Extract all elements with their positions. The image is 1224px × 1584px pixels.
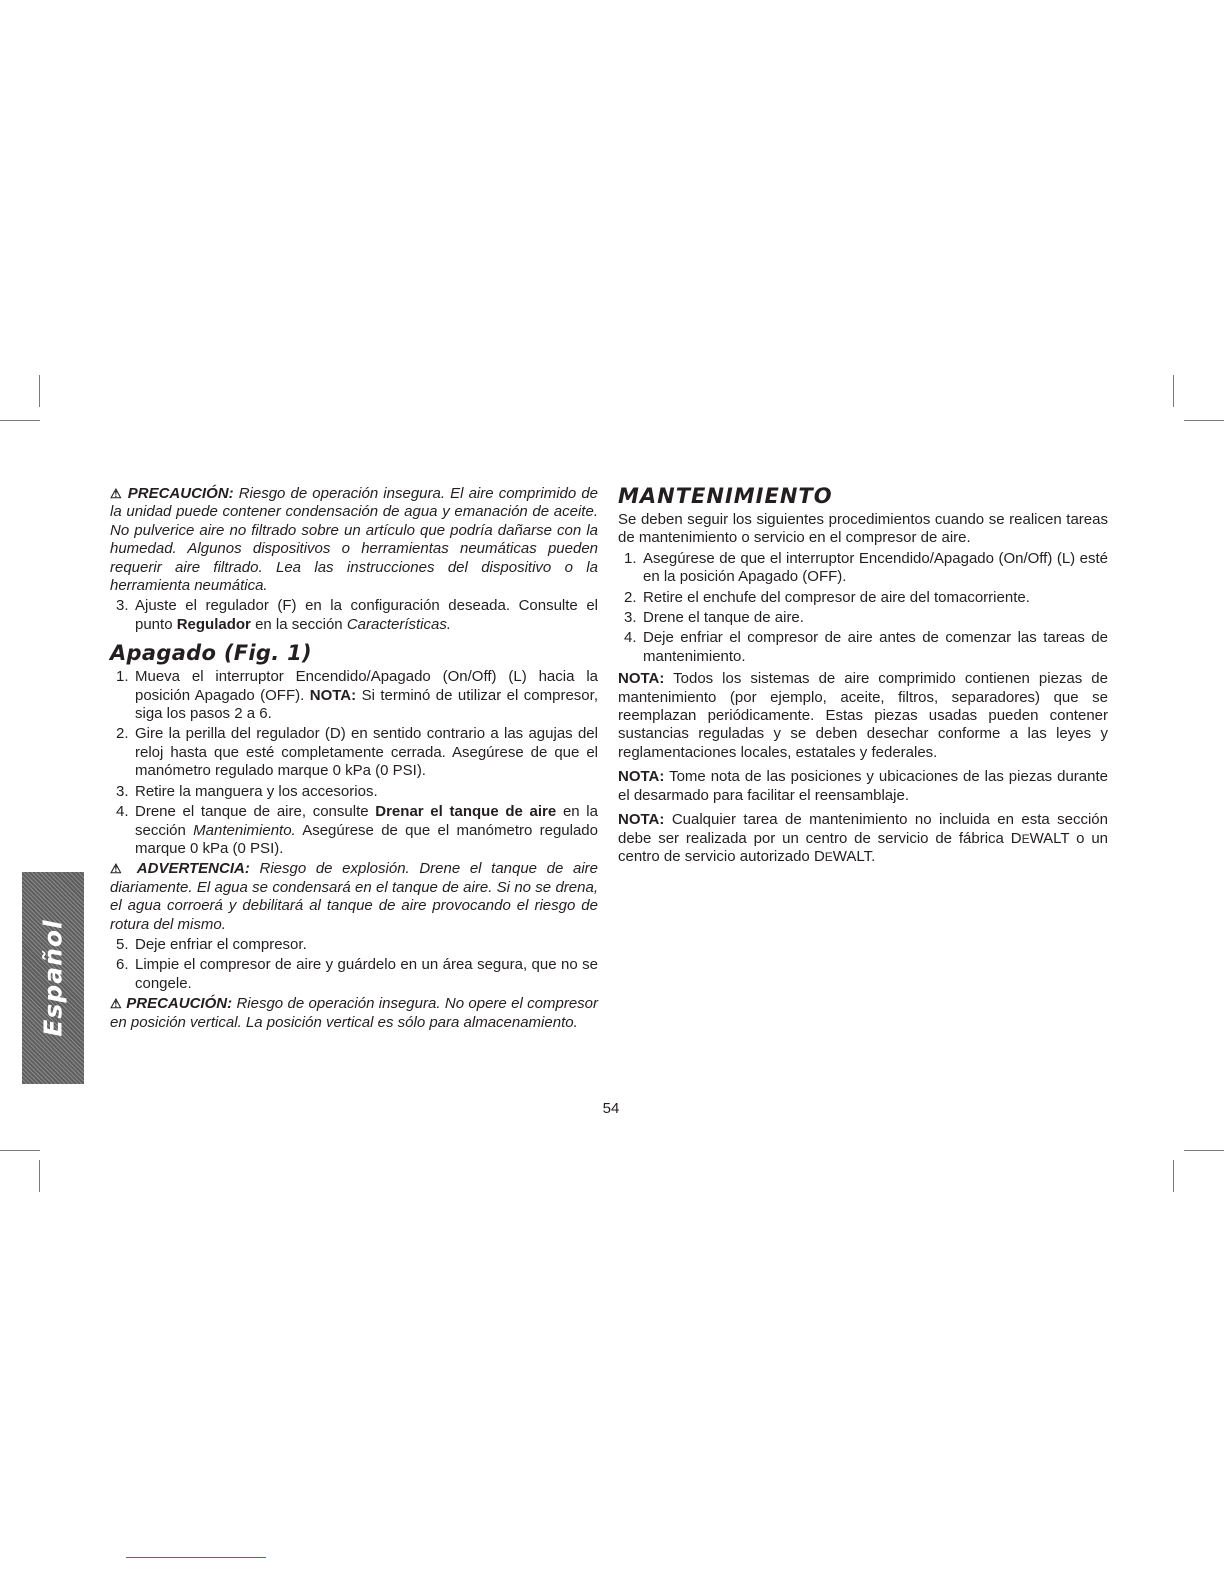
- caution-paragraph: [110, 485, 598, 595]
- list-item: 3. Retire la manguera y los accesorios.: [116, 782, 378, 800]
- crop-mark: [1184, 1150, 1224, 1151]
- right-column: [618, 485, 1108, 872]
- section-heading-mantenimiento: MANTENIMIENTO: [618, 484, 833, 508]
- crop-mark: [39, 1160, 40, 1192]
- note-paragraph: NOTA: Todos los sistemas de aire comprimido contienen piezas de mantenimiento (por ejemplo, aceite, filtros, separadores) que se reemplazan periódicamente. Estas piezas usadas pueden contener sustancias reguladas y se deben desechar conforme a las leyes y reglamentaciones locales, estatales y federales.: [618, 670, 1108, 761]
- list-item: 4. Drene el tanque de aire, consulte Drenar el tanque de aire en la sección Mantenimiento. Asegúrese de que el manómetro regulado marque 0 kPa (0 PSI).: [116, 803, 598, 857]
- crop-mark: [1173, 375, 1174, 407]
- left-column: [110, 485, 598, 1032]
- list-item: 3. Drene el tanque de aire.: [624, 609, 804, 627]
- caution-text: Riesgo de operación insegura. No opere el compresor en posición vertical. La posición vertical es sólo para almacenamiento.: [110, 995, 599, 1031]
- list-item: 1. Asegúrese de que el interruptor Encendido/Apagado (On/Off) (L) esté en la posición Apagado (OFF).: [624, 549, 1108, 586]
- apagado-step-list: [110, 668, 598, 858]
- note-label: NOTA:: [618, 670, 665, 688]
- list-item: 1. Mueva el interruptor Encendido/Apagado (On/Off) (L) hacia la posición Apagado (OFF). NOTA: Si terminó de utilizar el compresor, siga los pasos 2 a 6.: [116, 668, 598, 723]
- intro-paragraph: Se deben seguir los siguientes procedimientos cuando se realicen tareas de mantenimiento o servicio en el compresor de aire.: [618, 511, 1108, 547]
- crop-mark: [39, 375, 40, 407]
- list-item: 2. Gire la perilla del regulador (D) en sentido contrario a las agujas del reloj hasta que esté completamente cerrada. Asegúrese de que el manómetro regulado marque 0 kPa (0 PSI).: [116, 725, 598, 780]
- caution-paragraph: [110, 995, 598, 1032]
- note-label: NOTA:: [618, 768, 665, 786]
- note-paragraph: NOTA: Cualquier tarea de mantenimiento no incluida en esta sección debe ser realizada por un centro de servicio de fábrica DEWALT o un centro de servicio autorizado DEWALT.: [618, 811, 1109, 865]
- crop-mark: [0, 420, 40, 421]
- list-item: 3. Ajuste el regulador (F) en la configuración deseada. Consulte el punto Regulador en la sección Características.: [116, 597, 598, 633]
- language-side-tab: [22, 872, 84, 1084]
- maintenance-step-list: [618, 550, 1108, 666]
- regulator-step-list: [110, 597, 598, 634]
- note-label: NOTA:: [618, 811, 665, 829]
- list-item: 4. Deje enfriar el compresor de aire antes de comenzar las tareas de mantenimiento.: [624, 629, 1108, 665]
- bottom-rule: [126, 1557, 266, 1558]
- language-label: Español: [38, 919, 68, 1037]
- warning-triangle-icon: ⚠: [110, 486, 123, 501]
- list-item: 5. Deje enfriar el compresor.: [116, 935, 307, 953]
- warning-label: ADVERTENCIA:: [136, 860, 250, 878]
- section-heading-apagado: Apagado (Fig. 1): [110, 641, 312, 666]
- warning-triangle-icon: ⚠: [110, 861, 128, 877]
- crop-mark: [0, 1150, 40, 1151]
- caution-label: PRECAUCIÓN:: [127, 485, 234, 502]
- list-item: 2. Retire el enchufe del compresor de aire del tomacorriente.: [624, 588, 1030, 606]
- note-paragraph: NOTA: Tome nota de las posiciones y ubicaciones de las piezas durante el desarmado para facilitar el reensamblaje.: [618, 768, 1108, 804]
- warning-triangle-icon: ⚠: [110, 996, 122, 1012]
- page-number: 54: [602, 1100, 620, 1117]
- crop-mark: [1173, 1160, 1174, 1192]
- final-step-list: [110, 936, 598, 993]
- crop-mark: [1184, 420, 1224, 421]
- warning-paragraph: [110, 860, 598, 934]
- list-item: 6. Limpie el compresor de aire y guárdelo en un área segura, que no se congele.: [116, 956, 598, 992]
- caution-label: PRECAUCIÓN:: [126, 995, 233, 1013]
- caution-text: Riesgo de operación insegura. El aire comprimido de la unidad puede contener condensación de agua y emanación de aceite. No pulverice aire no filtrado sobre un artículo que podría dañarse con la humedad. Algunos dispositivos o herramientas neumáticas pueden requerir aire filtrado. Lea las instrucciones del dispositivo o la herramienta neumática.: [110, 485, 599, 595]
- warning-text: Riesgo de explosión. Drene el tanque de aire diariamente. El agua se condensará en el tanque de aire. Si no se drena, el agua corroerá y debilitará al tanque de aire provocando el riesgo de rotura del mismo.: [110, 860, 599, 933]
